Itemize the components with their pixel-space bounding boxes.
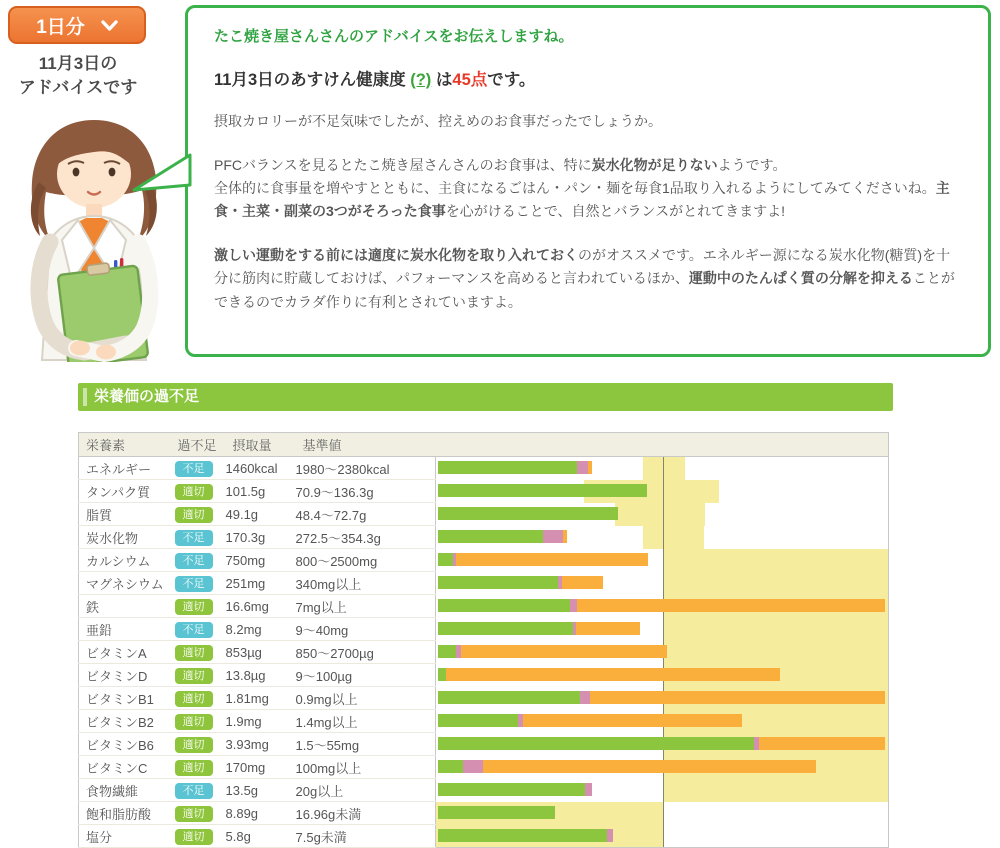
nutrient-table-body — [79, 457, 889, 848]
col-header-standard: 基準値 — [296, 433, 436, 457]
nutrient-name: ビタミンA — [79, 641, 171, 664]
nutrient-name: 炭水化物 — [79, 526, 171, 549]
col-header-chart — [436, 433, 889, 457]
intake-bar-segment-orange — [461, 645, 667, 658]
intake-value: 3.93mg — [226, 733, 296, 756]
intake-bar-segment-orange — [563, 530, 567, 543]
nutrient-name: ビタミンB1 — [79, 687, 171, 710]
intake-bar — [438, 461, 888, 474]
nutrient-name: タンパク質 — [79, 480, 171, 503]
intake-bar — [438, 737, 888, 750]
advice-paragraph-2: PFCバランスを見るとたこ焼き屋さんさんのお食事は、特に炭水化物が足りないようです。 全体的に食事量を増やすとともに、主食になるごはん・パン・麺を毎食1品取り入れるようにしてみてくださいね。主食・主菜・副菜の3つがそろった食事を心がけることで、自然とバランスがとれてきますよ! — [214, 157, 950, 220]
intake-value: 8.89g — [226, 802, 296, 825]
status-cell — [171, 733, 226, 756]
col-header-intake: 摂取量 — [226, 433, 296, 457]
status-cell — [171, 618, 226, 641]
intake-bar-segment-pink — [585, 783, 592, 796]
speech-bubble-tail — [132, 153, 192, 197]
intake-bar-segment-green — [438, 484, 647, 497]
nutrient-name: 飽和脂肪酸 — [79, 802, 171, 825]
intake-bar — [438, 668, 888, 681]
standard-value: 20g以上 — [296, 779, 436, 802]
intake-value: 170.3g — [226, 526, 296, 549]
intake-bar — [438, 783, 888, 796]
intake-bar-segment-pink — [577, 461, 588, 474]
intake-value: 13.5g — [226, 779, 296, 802]
intake-value: 1.81mg — [226, 687, 296, 710]
nutrient-bar-chart-cell — [436, 618, 889, 641]
section-title: 栄養価の過不足 — [94, 388, 200, 405]
intake-bar — [438, 484, 888, 497]
standard-value: 1980〜2380kcal — [296, 457, 436, 480]
status-cell — [171, 595, 226, 618]
standard-value: 7mg以上 — [296, 595, 436, 618]
intake-value: 853µg — [226, 641, 296, 664]
table-row — [79, 641, 889, 664]
nutrient-name: 鉄 — [79, 595, 171, 618]
advice-paragraph-3: 激しい運動をする前には適度に炭水化物を取り入れておくのがオススメです。エネルギー源になる炭水化物(糖質)を十分に筋肉に貯蔵しておけば、パフォーマンスを高めると言われているほか、運動中のたんぱく質の分解を抑えることができるのでカラダ作りに有利とされていますよ。 — [214, 247, 955, 310]
status-cell — [171, 572, 226, 595]
standard-value: 272.5〜354.3g — [296, 526, 436, 549]
table-row — [79, 595, 889, 618]
intake-bar-segment-orange — [456, 553, 648, 566]
intake-bar — [438, 507, 888, 520]
period-select-label: 1日分 — [36, 16, 85, 38]
table-row — [79, 457, 889, 480]
status-badge: 適切 — [175, 668, 213, 684]
table-header-row — [79, 433, 889, 457]
intake-value: 1460kcal — [226, 457, 296, 480]
table-row — [79, 480, 889, 503]
table-row — [79, 664, 889, 687]
status-badge: 適切 — [175, 737, 213, 753]
nutrient-name: ビタミンB6 — [79, 733, 171, 756]
status-cell — [171, 825, 226, 848]
intake-bar-segment-pink — [463, 760, 484, 773]
intake-bar-segment-green — [438, 599, 570, 612]
intake-bar — [438, 622, 888, 635]
intake-bar-segment-pink — [580, 691, 590, 704]
status-cell — [171, 664, 226, 687]
status-badge: 適切 — [175, 645, 213, 661]
intake-bar-segment-green — [438, 737, 754, 750]
status-badge: 適切 — [175, 806, 213, 822]
standard-value: 1.4mg以上 — [296, 710, 436, 733]
intake-bar-segment-green — [438, 760, 463, 773]
nutrient-bar-chart-cell — [436, 779, 889, 802]
standard-value: 0.9mg以上 — [296, 687, 436, 710]
intake-bar-segment-green — [438, 622, 573, 635]
nutrient-bar-chart-cell — [436, 733, 889, 756]
dietitian-character-illustration — [6, 112, 182, 362]
nutrient-bar-chart-cell — [436, 641, 889, 664]
intake-bar-segment-green — [438, 507, 618, 520]
table-row — [79, 779, 889, 802]
intake-value: 750mg — [226, 549, 296, 572]
status-badge: 適切 — [175, 760, 213, 776]
intake-bar — [438, 691, 888, 704]
status-badge: 適切 — [175, 829, 213, 845]
nutrient-bar-chart-cell — [436, 503, 889, 526]
intake-value: 13.8µg — [226, 664, 296, 687]
advice-speech-bubble — [185, 5, 991, 357]
intake-bar-segment-orange — [523, 714, 743, 727]
status-badge: 不足 — [175, 622, 213, 638]
standard-value: 1.5〜55mg — [296, 733, 436, 756]
status-cell — [171, 687, 226, 710]
intake-bar — [438, 645, 888, 658]
intake-value: 251mg — [226, 572, 296, 595]
intake-bar-segment-green — [438, 691, 580, 704]
table-row — [79, 526, 889, 549]
standard-value: 850〜2700µg — [296, 641, 436, 664]
nutrient-name: 脂質 — [79, 503, 171, 526]
nutrient-table — [78, 432, 889, 848]
intake-bar — [438, 714, 888, 727]
nutrient-name: ビタミンD — [79, 664, 171, 687]
intake-bar — [438, 829, 888, 842]
nutrient-bar-chart-cell — [436, 664, 889, 687]
intake-value: 101.5g — [226, 480, 296, 503]
intake-bar-segment-orange — [759, 737, 885, 750]
table-row — [79, 503, 889, 526]
status-cell — [171, 710, 226, 733]
status-badge: 適切 — [175, 507, 213, 523]
intake-bar-segment-pink — [543, 530, 563, 543]
nutrient-bar-chart-cell — [436, 595, 889, 618]
status-cell — [171, 641, 226, 664]
nutrient-name: マグネシウム — [79, 572, 171, 595]
status-badge: 適切 — [175, 714, 213, 730]
section-header-nutrition-balance — [78, 383, 893, 411]
intake-bar-segment-pink — [607, 829, 613, 842]
intake-bar — [438, 553, 888, 566]
nutrient-bar-chart-cell — [436, 480, 889, 503]
nutrient-bar-chart-cell — [436, 526, 889, 549]
status-badge: 適切 — [175, 599, 213, 615]
intake-bar-segment-orange — [588, 461, 592, 474]
nutrient-name: 食物繊維 — [79, 779, 171, 802]
col-header-status: 過不足 — [171, 433, 226, 457]
intake-bar-segment-green — [438, 783, 585, 796]
nutrient-name: 塩分 — [79, 825, 171, 848]
status-cell — [171, 549, 226, 572]
intake-bar-segment-green — [438, 714, 518, 727]
nutrient-bar-chart-cell — [436, 825, 889, 848]
table-row — [79, 756, 889, 779]
intake-bar-segment-orange — [562, 576, 603, 589]
status-cell — [171, 503, 226, 526]
advice-date-line1: 11月3日の — [38, 54, 118, 73]
advice-date-caption — [0, 52, 156, 100]
intake-bar — [438, 806, 888, 819]
status-cell — [171, 457, 226, 480]
intake-bar-segment-orange — [483, 760, 816, 773]
intake-bar-segment-green — [438, 553, 453, 566]
intake-value: 16.6mg — [226, 595, 296, 618]
intake-bar-segment-green — [438, 829, 607, 842]
intake-value: 49.1g — [226, 503, 296, 526]
status-cell — [171, 802, 226, 825]
standard-value: 9〜40mg — [296, 618, 436, 641]
table-row — [79, 572, 889, 595]
standard-value: 340mg以上 — [296, 572, 436, 595]
standard-value: 70.9〜136.3g — [296, 480, 436, 503]
status-cell — [171, 756, 226, 779]
intake-bar-segment-green — [438, 530, 543, 543]
intake-bar-segment-green — [438, 576, 558, 589]
status-badge: 不足 — [175, 576, 213, 592]
col-header-nutrient: 栄養素 — [79, 433, 171, 457]
intake-bar-segment-orange — [576, 622, 640, 635]
intake-bar — [438, 760, 888, 773]
nutrient-bar-chart-cell — [436, 457, 889, 480]
intake-bar-segment-green — [438, 806, 555, 819]
nutrient-name: エネルギー — [79, 457, 171, 480]
intake-bar-segment-pink — [570, 599, 577, 612]
intake-bar — [438, 599, 888, 612]
nutrient-name: ビタミンC — [79, 756, 171, 779]
table-row — [79, 549, 889, 572]
nutrient-bar-chart-cell — [436, 756, 889, 779]
advice-date-line2: アドバイスです — [18, 78, 138, 97]
status-badge: 不足 — [175, 783, 213, 799]
standard-value: 100mg以上 — [296, 756, 436, 779]
nutrient-name: ビタミンB2 — [79, 710, 171, 733]
standard-value: 800〜2500mg — [296, 549, 436, 572]
nutrient-bar-chart-cell — [436, 687, 889, 710]
table-row — [79, 710, 889, 733]
intake-value: 8.2mg — [226, 618, 296, 641]
intake-bar-segment-orange — [577, 599, 885, 612]
intake-bar-segment-green — [438, 668, 446, 681]
advice-greeting: たこ焼き屋さんさんのアドバイスをお伝えしますね。 — [214, 28, 574, 45]
status-badge: 不足 — [175, 553, 213, 569]
intake-value: 5.8g — [226, 825, 296, 848]
intake-bar-segment-green — [438, 645, 456, 658]
intake-bar-segment-orange — [590, 691, 885, 704]
nutrient-bar-chart-cell — [436, 802, 889, 825]
table-row — [79, 618, 889, 641]
intake-bar-segment-orange — [446, 668, 780, 681]
status-badge: 不足 — [175, 530, 213, 546]
status-cell — [171, 480, 226, 503]
nutrient-bar-chart-cell — [436, 710, 889, 733]
table-row — [79, 687, 889, 710]
chevron-down-icon — [101, 20, 118, 32]
standard-value: 16.96g未満 — [296, 802, 436, 825]
intake-bar — [438, 530, 888, 543]
intake-bar — [438, 576, 888, 589]
standard-value: 48.4〜72.7g — [296, 503, 436, 526]
nutrient-bar-chart-cell — [436, 549, 889, 572]
health-score-line: 11月3日のあすけん健康度 (?) は45点です。 — [214, 71, 536, 89]
intake-bar-segment-green — [438, 461, 577, 474]
standard-value: 7.5g未満 — [296, 825, 436, 848]
period-select-button[interactable] — [8, 6, 146, 44]
advice-paragraph-1: 摂取カロリーが不足気味でしたが、控えめのお食事だったでしょうか。 — [214, 113, 662, 129]
status-cell — [171, 526, 226, 549]
table-row — [79, 825, 889, 848]
standard-value: 9〜100µg — [296, 664, 436, 687]
table-row — [79, 802, 889, 825]
status-badge: 不足 — [175, 461, 213, 477]
status-badge: 適切 — [175, 484, 213, 500]
nutrient-name: 亜鉛 — [79, 618, 171, 641]
intake-value: 1.9mg — [226, 710, 296, 733]
status-cell — [171, 779, 226, 802]
nutrient-name: カルシウム — [79, 549, 171, 572]
table-row — [79, 733, 889, 756]
intake-value: 170mg — [226, 756, 296, 779]
nutrient-bar-chart-cell — [436, 572, 889, 595]
status-badge: 適切 — [175, 691, 213, 707]
